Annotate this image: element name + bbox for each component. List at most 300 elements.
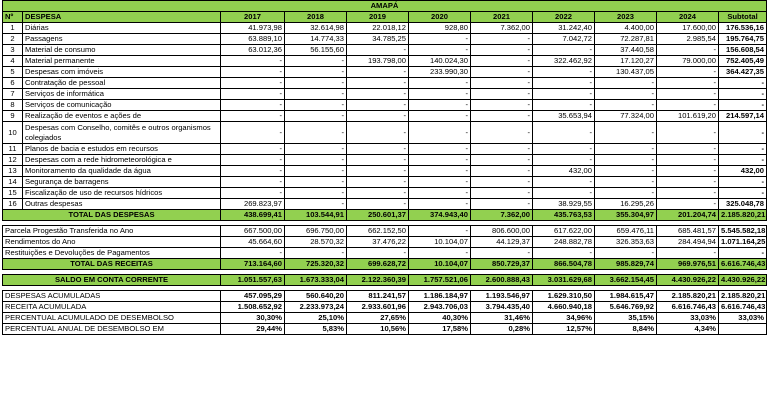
value-cell: - xyxy=(595,155,657,166)
expense-label: Fiscalização de uso de recursos hídricos xyxy=(23,188,221,199)
value-cell: 355.304,97 xyxy=(595,210,657,221)
row-number: 4 xyxy=(3,56,23,67)
value-cell: 56.155,60 xyxy=(285,45,347,56)
value-cell: - xyxy=(285,111,347,122)
saldo-row xyxy=(3,275,767,286)
budget-table xyxy=(2,0,767,335)
acumulado-row xyxy=(3,291,767,302)
value-cell: 8,84% xyxy=(595,324,657,335)
value-cell: - xyxy=(533,144,595,155)
value-cell: 130.437,05 xyxy=(595,67,657,78)
value-cell: - xyxy=(595,89,657,100)
row-number: 2 xyxy=(3,34,23,45)
value-cell: - xyxy=(409,122,471,144)
value-cell: - xyxy=(221,188,285,199)
value-cell: 140.024,30 xyxy=(409,56,471,67)
row-number: 7 xyxy=(3,89,23,100)
subtotal-cell: 214.597,14 xyxy=(719,111,767,122)
expense-row xyxy=(3,188,767,199)
row-number: 11 xyxy=(3,144,23,155)
value-cell: 10.104,07 xyxy=(409,259,471,270)
receita-label: Rendimentos do Ano xyxy=(3,237,221,248)
value-cell: 806.600,00 xyxy=(471,226,533,237)
value-cell: 14.774,33 xyxy=(285,34,347,45)
subtotal-cell: 432,00 xyxy=(719,166,767,177)
value-cell: - xyxy=(657,144,719,155)
value-cell: 685.481,57 xyxy=(657,226,719,237)
value-cell: 33,03% xyxy=(657,313,719,324)
value-cell: 1.193.546,97 xyxy=(471,291,533,302)
value-cell: 34,96% xyxy=(533,313,595,324)
header-subtotal: Subtotal xyxy=(719,12,767,23)
table-title: AMAPÁ xyxy=(3,1,767,12)
value-cell: - xyxy=(657,78,719,89)
value-cell: 1.051.557,63 xyxy=(221,275,285,286)
row-number: 5 xyxy=(3,67,23,78)
value-cell: - xyxy=(221,56,285,67)
value-cell: - xyxy=(471,67,533,78)
value-cell: - xyxy=(471,45,533,56)
value-cell: 22.018,12 xyxy=(347,23,409,34)
value-cell: 985.829,74 xyxy=(595,259,657,270)
value-cell: 32.614,98 xyxy=(285,23,347,34)
value-cell: - xyxy=(285,177,347,188)
row-number: 1 xyxy=(3,23,23,34)
expense-row xyxy=(3,177,767,188)
value-cell: 12,57% xyxy=(533,324,595,335)
expense-label: Realização de eventos e ações de xyxy=(23,111,221,122)
value-cell: 72.287,81 xyxy=(595,34,657,45)
value-cell: 77.324,00 xyxy=(595,111,657,122)
value-cell: - xyxy=(347,199,409,210)
value-cell: - xyxy=(409,199,471,210)
value-cell: 17.600,00 xyxy=(657,23,719,34)
value-cell: - xyxy=(285,248,347,259)
value-cell: - xyxy=(409,166,471,177)
value-cell: - xyxy=(347,111,409,122)
value-cell: - xyxy=(471,155,533,166)
value-cell: 3.031.629,68 xyxy=(533,275,595,286)
value-cell: - xyxy=(657,100,719,111)
subtotal-cell xyxy=(719,324,767,335)
value-cell: 101.619,20 xyxy=(657,111,719,122)
value-cell: 25,10% xyxy=(285,313,347,324)
value-cell: 667.500,00 xyxy=(221,226,285,237)
expense-label: Despesas com imóveis xyxy=(23,67,221,78)
value-cell: 35,15% xyxy=(595,313,657,324)
subtotal-cell: - xyxy=(719,89,767,100)
value-cell: - xyxy=(595,100,657,111)
value-cell: - xyxy=(347,144,409,155)
value-cell: - xyxy=(221,166,285,177)
value-cell: 103.544,91 xyxy=(285,210,347,221)
value-cell: - xyxy=(595,122,657,144)
value-cell: - xyxy=(409,155,471,166)
value-cell: - xyxy=(533,188,595,199)
value-cell: - xyxy=(285,199,347,210)
subtotal-cell: 1.071.164,25 xyxy=(719,237,767,248)
expense-label: Despesas com Conselho, comitês e outros organismos colegiados xyxy=(23,122,221,144)
value-cell: - xyxy=(409,188,471,199)
value-cell: - xyxy=(221,67,285,78)
value-cell: 79.000,00 xyxy=(657,56,719,67)
value-cell: - xyxy=(221,144,285,155)
value-cell: - xyxy=(409,78,471,89)
value-cell: - xyxy=(347,122,409,144)
value-cell: - xyxy=(657,248,719,259)
value-cell: 34.785,25 xyxy=(347,34,409,45)
value-cell: - xyxy=(221,78,285,89)
acumulado-label: DESPESAS ACUMULADAS xyxy=(3,291,221,302)
value-cell: - xyxy=(533,78,595,89)
header-year: 2018 xyxy=(285,12,347,23)
value-cell: 326.353,63 xyxy=(595,237,657,248)
header-row xyxy=(3,12,767,23)
value-cell: 699.628,72 xyxy=(347,259,409,270)
value-cell: 31.242,40 xyxy=(533,23,595,34)
subtotal-cell: - xyxy=(719,100,767,111)
value-cell: 2.933.601,96 xyxy=(347,302,409,313)
total-receitas-label: TOTAL DAS RECEITAS xyxy=(3,259,221,270)
total-despesas-label: TOTAL DAS DESPESAS xyxy=(3,210,221,221)
value-cell: - xyxy=(409,89,471,100)
value-cell: 1.629.310,50 xyxy=(533,291,595,302)
value-cell: - xyxy=(347,177,409,188)
subtotal-cell: - xyxy=(719,78,767,89)
subtotal-cell: 176.536,16 xyxy=(719,23,767,34)
row-number: 12 xyxy=(3,155,23,166)
value-cell: 435.763,53 xyxy=(533,210,595,221)
value-cell: 713.164,60 xyxy=(221,259,285,270)
value-cell: - xyxy=(285,89,347,100)
value-cell: 438.699,41 xyxy=(221,210,285,221)
value-cell: - xyxy=(471,56,533,67)
subtotal-cell: 33,03% xyxy=(719,313,767,324)
value-cell: 322.462,92 xyxy=(533,56,595,67)
value-cell: 10.104,07 xyxy=(409,237,471,248)
value-cell: - xyxy=(221,248,285,259)
value-cell: - xyxy=(285,100,347,111)
value-cell: 284.494,94 xyxy=(657,237,719,248)
subtotal-cell: - xyxy=(719,248,767,259)
row-number: 8 xyxy=(3,100,23,111)
row-number: 6 xyxy=(3,78,23,89)
value-cell: 5,83% xyxy=(285,324,347,335)
header-year: 2020 xyxy=(409,12,471,23)
acumulado-label: PERCENTUAL ANUAL DE DESEMBOLSO EM xyxy=(3,324,221,335)
value-cell: 30,30% xyxy=(221,313,285,324)
value-cell: 201.204,74 xyxy=(657,210,719,221)
value-cell: - xyxy=(657,155,719,166)
saldo-label: SALDO EM CONTA CORRENTE xyxy=(3,275,221,286)
value-cell: 374.943,40 xyxy=(409,210,471,221)
value-cell: - xyxy=(595,78,657,89)
value-cell: - xyxy=(533,89,595,100)
value-cell: - xyxy=(657,45,719,56)
value-cell: - xyxy=(285,56,347,67)
header-year: 2024 xyxy=(657,12,719,23)
expense-row xyxy=(3,122,767,144)
expense-row xyxy=(3,144,767,155)
value-cell: 2.122.360,39 xyxy=(347,275,409,286)
value-cell: 811.241,57 xyxy=(347,291,409,302)
value-cell: - xyxy=(471,144,533,155)
value-cell: - xyxy=(471,199,533,210)
subtotal-cell: 325.048,78 xyxy=(719,199,767,210)
value-cell: 2.233.973,24 xyxy=(285,302,347,313)
expense-row xyxy=(3,45,767,56)
value-cell: - xyxy=(409,100,471,111)
expense-row xyxy=(3,34,767,45)
row-number: 14 xyxy=(3,177,23,188)
expense-label: Passagens xyxy=(23,34,221,45)
header-no: Nº xyxy=(3,12,23,23)
expense-label: Contratação de pessoal xyxy=(23,78,221,89)
expense-row xyxy=(3,67,767,78)
subtotal-cell: 6.616.746,43 xyxy=(719,259,767,270)
value-cell: 63.889,10 xyxy=(221,34,285,45)
value-cell: - xyxy=(347,89,409,100)
subtotal-cell: - xyxy=(719,155,767,166)
value-cell: - xyxy=(533,155,595,166)
expense-row xyxy=(3,78,767,89)
value-cell: 3.794.435,40 xyxy=(471,302,533,313)
value-cell: 4.400,00 xyxy=(595,23,657,34)
value-cell: - xyxy=(595,144,657,155)
value-cell: - xyxy=(595,188,657,199)
value-cell: - xyxy=(657,199,719,210)
expense-label: Monitoramento da qualidade da água xyxy=(23,166,221,177)
value-cell: - xyxy=(471,122,533,144)
value-cell: 233.990,30 xyxy=(409,67,471,78)
header-year: 2021 xyxy=(471,12,533,23)
acumulado-row xyxy=(3,324,767,335)
value-cell: - xyxy=(347,166,409,177)
expense-label: Outras despesas xyxy=(23,199,221,210)
expense-row xyxy=(3,56,767,67)
value-cell: - xyxy=(471,166,533,177)
value-cell: 29,44% xyxy=(221,324,285,335)
value-cell: - xyxy=(471,100,533,111)
value-cell: 63.012,36 xyxy=(221,45,285,56)
value-cell: 45.664,60 xyxy=(221,237,285,248)
value-cell: 1.757.521,06 xyxy=(409,275,471,286)
receita-label: Restituições e Devoluções de Pagamentos xyxy=(3,248,221,259)
subtotal-cell: 2.185.820,21 xyxy=(719,291,767,302)
value-cell: - xyxy=(285,122,347,144)
expense-label: Segurança de barragens xyxy=(23,177,221,188)
value-cell: - xyxy=(595,248,657,259)
row-number: 16 xyxy=(3,199,23,210)
value-cell: - xyxy=(221,122,285,144)
value-cell: - xyxy=(409,111,471,122)
value-cell: - xyxy=(657,67,719,78)
value-cell: 4.660.940,18 xyxy=(533,302,595,313)
value-cell: - xyxy=(409,226,471,237)
value-cell: - xyxy=(347,67,409,78)
value-cell: 432,00 xyxy=(533,166,595,177)
subtotal-cell: 195.764,75 xyxy=(719,34,767,45)
value-cell: - xyxy=(533,122,595,144)
value-cell: - xyxy=(409,248,471,259)
subtotal-cell: - xyxy=(719,144,767,155)
expense-row xyxy=(3,199,767,210)
acumulado-row xyxy=(3,313,767,324)
header-year: 2019 xyxy=(347,12,409,23)
value-cell: 10,56% xyxy=(347,324,409,335)
value-cell: - xyxy=(409,144,471,155)
value-cell: 4.430.926,22 xyxy=(657,275,719,286)
value-cell: - xyxy=(347,155,409,166)
acumulado-label: PERCENTUAL ACUMULADO DE DESEMBOLSO xyxy=(3,313,221,324)
value-cell: 969.976,51 xyxy=(657,259,719,270)
value-cell: - xyxy=(221,111,285,122)
value-cell: 928,80 xyxy=(409,23,471,34)
subtotal-cell: - xyxy=(719,188,767,199)
value-cell: - xyxy=(471,111,533,122)
value-cell: 17,58% xyxy=(409,324,471,335)
value-cell: - xyxy=(285,166,347,177)
receita-row xyxy=(3,226,767,237)
value-cell: - xyxy=(471,78,533,89)
value-cell: - xyxy=(533,67,595,78)
value-cell: - xyxy=(285,144,347,155)
value-cell: - xyxy=(409,34,471,45)
value-cell: - xyxy=(347,248,409,259)
subtotal-cell: 2.185.820,21 xyxy=(719,210,767,221)
value-cell: - xyxy=(657,177,719,188)
value-cell: 7.362,00 xyxy=(471,23,533,34)
expense-row xyxy=(3,23,767,34)
value-cell: - xyxy=(347,45,409,56)
value-cell: - xyxy=(657,188,719,199)
expense-row xyxy=(3,155,767,166)
subtotal-cell: 4.430.926,22 xyxy=(719,275,767,286)
value-cell: - xyxy=(533,100,595,111)
value-cell: 659.476,11 xyxy=(595,226,657,237)
value-cell: - xyxy=(285,188,347,199)
value-cell: - xyxy=(595,166,657,177)
acumulado-label: RECEITA ACUMULADA xyxy=(3,302,221,313)
value-cell: 250.601,37 xyxy=(347,210,409,221)
expense-label: Material de consumo xyxy=(23,45,221,56)
header-year: 2017 xyxy=(221,12,285,23)
expense-label: Diárias xyxy=(23,23,221,34)
subtotal-cell: 156.608,54 xyxy=(719,45,767,56)
value-cell: 27,65% xyxy=(347,313,409,324)
value-cell: 1.673.333,04 xyxy=(285,275,347,286)
expense-row xyxy=(3,89,767,100)
value-cell: 457.095,29 xyxy=(221,291,285,302)
value-cell: - xyxy=(285,155,347,166)
subtotal-cell: - xyxy=(719,122,767,144)
row-number: 10 xyxy=(3,122,23,144)
value-cell: - xyxy=(657,89,719,100)
value-cell: - xyxy=(285,67,347,78)
receita-row xyxy=(3,237,767,248)
value-cell: - xyxy=(221,155,285,166)
value-cell: 28.570,32 xyxy=(285,237,347,248)
total-receitas-row xyxy=(3,259,767,270)
value-cell: - xyxy=(471,188,533,199)
expense-label: Material permanente xyxy=(23,56,221,67)
value-cell: - xyxy=(409,45,471,56)
value-cell: 41.973,98 xyxy=(221,23,285,34)
expense-row xyxy=(3,100,767,111)
value-cell: - xyxy=(221,177,285,188)
expense-label: Planos de bacia e estudos em recursos xyxy=(23,144,221,155)
value-cell: - xyxy=(221,89,285,100)
header-year: 2022 xyxy=(533,12,595,23)
value-cell: - xyxy=(657,122,719,144)
value-cell: - xyxy=(657,166,719,177)
value-cell: - xyxy=(221,100,285,111)
value-cell: 560.640,20 xyxy=(285,291,347,302)
value-cell: 38.929,55 xyxy=(533,199,595,210)
value-cell: - xyxy=(533,248,595,259)
value-cell: 866.504,78 xyxy=(533,259,595,270)
row-number: 15 xyxy=(3,188,23,199)
value-cell: 1.984.615,47 xyxy=(595,291,657,302)
row-number: 3 xyxy=(3,45,23,56)
subtotal-cell: 5.545.582,18 xyxy=(719,226,767,237)
value-cell: 5.646.769,92 xyxy=(595,302,657,313)
value-cell: 35.653,94 xyxy=(533,111,595,122)
value-cell: 2.600.888,43 xyxy=(471,275,533,286)
value-cell: - xyxy=(533,45,595,56)
subtotal-cell: - xyxy=(719,177,767,188)
value-cell: 617.622,00 xyxy=(533,226,595,237)
expense-label: Despesas com a rede hidrometeorológica e xyxy=(23,155,221,166)
value-cell: 2.943.706,03 xyxy=(409,302,471,313)
value-cell: - xyxy=(471,248,533,259)
value-cell: 44.129,37 xyxy=(471,237,533,248)
value-cell: - xyxy=(471,89,533,100)
value-cell: 7.042,72 xyxy=(533,34,595,45)
value-cell: 725.320,32 xyxy=(285,259,347,270)
total-despesas-row xyxy=(3,210,767,221)
value-cell: 7.362,00 xyxy=(471,210,533,221)
header-year: 2023 xyxy=(595,12,657,23)
value-cell: 17.120,27 xyxy=(595,56,657,67)
value-cell: - xyxy=(285,78,347,89)
value-cell: 37.476,22 xyxy=(347,237,409,248)
value-cell: 248.882,78 xyxy=(533,237,595,248)
value-cell: 662.152,50 xyxy=(347,226,409,237)
value-cell: - xyxy=(595,177,657,188)
row-number: 13 xyxy=(3,166,23,177)
value-cell: 31,46% xyxy=(471,313,533,324)
subtotal-cell: 364.427,35 xyxy=(719,67,767,78)
value-cell: 16.295,26 xyxy=(595,199,657,210)
value-cell: - xyxy=(533,177,595,188)
expense-label: Serviços de informática xyxy=(23,89,221,100)
subtotal-cell: 752.405,49 xyxy=(719,56,767,67)
value-cell: 2.985,54 xyxy=(657,34,719,45)
value-cell: 4,34% xyxy=(657,324,719,335)
receita-row xyxy=(3,248,767,259)
acumulado-row xyxy=(3,302,767,313)
value-cell: - xyxy=(409,177,471,188)
value-cell: - xyxy=(347,188,409,199)
subtotal-cell: 6.616.746,43 xyxy=(719,302,767,313)
expense-row xyxy=(3,111,767,122)
value-cell: - xyxy=(347,78,409,89)
expense-row xyxy=(3,166,767,177)
value-cell: - xyxy=(471,177,533,188)
value-cell: 269.823,97 xyxy=(221,199,285,210)
value-cell: 37.440,58 xyxy=(595,45,657,56)
